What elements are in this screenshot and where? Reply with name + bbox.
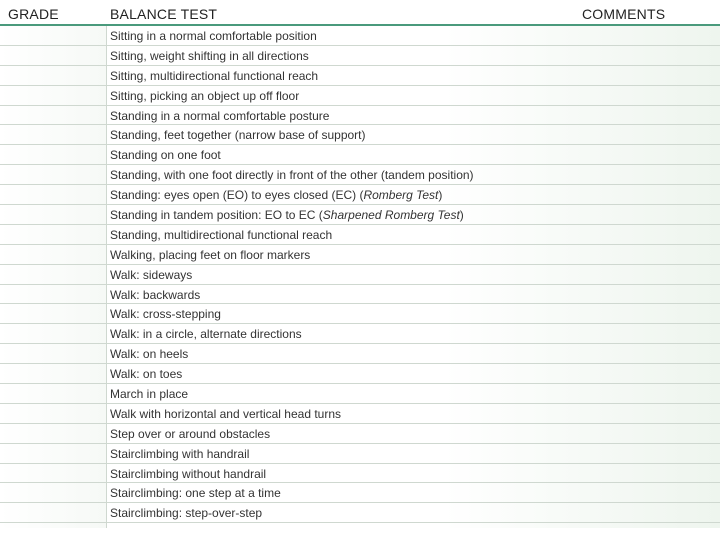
comments-cell[interactable] — [582, 106, 720, 125]
table-row — [0, 86, 720, 106]
table-row — [0, 165, 720, 185]
grade-cell[interactable] — [0, 285, 106, 304]
grade-cell[interactable] — [0, 225, 106, 244]
grade-cell[interactable] — [0, 66, 106, 85]
grade-cell[interactable] — [0, 503, 106, 522]
table-row — [0, 364, 720, 384]
balance-test-cell: Stairclimbing: one step at a time — [110, 486, 281, 501]
table-row — [0, 344, 720, 364]
table-row — [0, 285, 720, 305]
table-row — [0, 225, 720, 245]
balance-test-cell: Standing on one foot — [110, 148, 221, 163]
balance-test-table — [0, 26, 720, 523]
balance-test-cell: March in place — [110, 387, 189, 402]
balance-test-cell: Standing in a normal comfortable posture — [110, 108, 330, 123]
grade-cell[interactable] — [0, 165, 106, 184]
table-row — [0, 324, 720, 344]
table-row — [0, 424, 720, 444]
comments-cell[interactable] — [582, 46, 720, 65]
comments-cell[interactable] — [582, 265, 720, 284]
table-row — [0, 265, 720, 285]
comments-cell[interactable] — [582, 225, 720, 244]
balance-test-cell: Standing, multidirectional functional reach — [110, 227, 333, 242]
comments-cell[interactable] — [582, 384, 720, 403]
comments-cell[interactable] — [582, 364, 720, 383]
balance-test-cell: Walk: backwards — [110, 287, 201, 302]
grade-cell[interactable] — [0, 26, 106, 45]
comments-cell[interactable] — [582, 165, 720, 184]
comments-cell[interactable] — [582, 185, 720, 204]
balance-test-cell: Stairclimbing: step-over-step — [110, 506, 263, 521]
table-row — [0, 404, 720, 424]
grade-cell[interactable] — [0, 464, 106, 483]
comments-cell[interactable] — [582, 125, 720, 144]
comments-cell[interactable] — [582, 205, 720, 224]
table-row — [0, 205, 720, 225]
balance-test-header: BALANCE TEST — [110, 6, 218, 22]
table-row — [0, 125, 720, 145]
comments-cell[interactable] — [582, 145, 720, 164]
balance-test-cell: Standing, with one foot directly in front of the other (tandem position) — [110, 168, 474, 183]
comments-cell[interactable] — [582, 464, 720, 483]
grade-cell[interactable] — [0, 86, 106, 105]
grade-cell[interactable] — [0, 145, 106, 164]
grade-cell[interactable] — [0, 483, 106, 502]
table-row — [0, 46, 720, 66]
table-row — [0, 26, 720, 46]
comments-cell[interactable] — [582, 483, 720, 502]
table-row — [0, 384, 720, 404]
table-header — [0, 0, 720, 24]
comments-cell[interactable] — [582, 444, 720, 463]
table-row — [0, 106, 720, 126]
comments-cell[interactable] — [582, 424, 720, 443]
comments-cell[interactable] — [582, 245, 720, 264]
grade-cell[interactable] — [0, 424, 106, 443]
comments-cell[interactable] — [582, 66, 720, 85]
balance-test-cell: Sitting, weight shifting in all directions — [110, 48, 309, 63]
grade-header: GRADE — [8, 6, 59, 22]
table-row — [0, 145, 720, 165]
balance-test-cell: Stairclimbing without handrail — [110, 466, 267, 481]
balance-test-cell: Walk: sideways — [110, 267, 193, 282]
grade-cell[interactable] — [0, 205, 106, 224]
comments-header: COMMENTS — [582, 6, 666, 22]
comments-cell[interactable] — [582, 285, 720, 304]
grade-cell[interactable] — [0, 245, 106, 264]
table-row — [0, 503, 720, 523]
balance-test-cell: Walk: on toes — [110, 367, 183, 382]
grade-cell[interactable] — [0, 304, 106, 323]
balance-test-cell: Sitting in a normal comfortable position — [110, 29, 317, 43]
grade-cell[interactable] — [0, 364, 106, 383]
grade-cell[interactable] — [0, 106, 106, 125]
table-row — [0, 304, 720, 324]
balance-test-cell: Walking, placing feet on floor markers — [110, 247, 311, 262]
comments-cell[interactable] — [582, 503, 720, 522]
comments-cell[interactable] — [582, 344, 720, 363]
balance-test-cell: Standing in tandem position: EO to EC (Sharpened Romberg Test) — [110, 208, 464, 223]
table-row — [0, 185, 720, 205]
balance-test-cell: Walk: on heels — [110, 347, 189, 362]
balance-test-cell: Standing: eyes open (EO) to eyes closed (EC) (Romberg Test) — [110, 188, 443, 203]
table-row — [0, 245, 720, 265]
grade-cell[interactable] — [0, 46, 106, 65]
grade-cell[interactable] — [0, 265, 106, 284]
grade-column-divider — [106, 26, 107, 528]
grade-cell[interactable] — [0, 185, 106, 204]
grade-cell[interactable] — [0, 344, 106, 363]
comments-cell[interactable] — [582, 324, 720, 343]
grade-cell[interactable] — [0, 404, 106, 423]
balance-test-cell: Walk: in a circle, alternate directions — [110, 327, 302, 342]
balance-test-cell: Standing, feet together (narrow base of support) — [110, 128, 366, 143]
balance-test-cell: Step over or around obstacles — [110, 426, 271, 441]
balance-test-cell: Walk: cross-stepping — [110, 307, 221, 322]
comments-cell[interactable] — [582, 304, 720, 323]
comments-cell[interactable] — [582, 26, 720, 45]
balance-test-cell: Stairclimbing with handrail — [110, 446, 250, 461]
grade-cell[interactable] — [0, 444, 106, 463]
grade-cell[interactable] — [0, 324, 106, 343]
balance-test-cell: Sitting, multidirectional functional reach — [110, 68, 319, 83]
comments-cell[interactable] — [582, 86, 720, 105]
table-row — [0, 483, 720, 503]
grade-cell[interactable] — [0, 125, 106, 144]
balance-test-cell: Sitting, picking an object up off floor — [110, 88, 300, 103]
grade-cell[interactable] — [0, 384, 106, 403]
balance-test-cell: Walk with horizontal and vertical head turns — [110, 406, 341, 421]
table-row — [0, 66, 720, 86]
table-row — [0, 444, 720, 464]
table-row — [0, 464, 720, 484]
comments-cell[interactable] — [582, 404, 720, 423]
